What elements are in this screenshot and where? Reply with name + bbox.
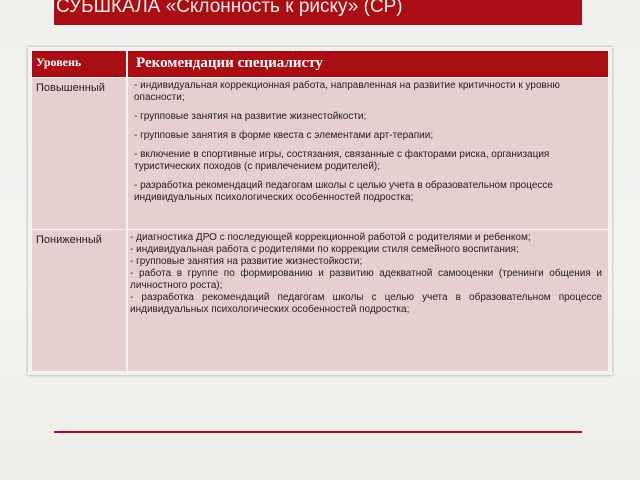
header-recommendations: Рекомендации специалисту bbox=[128, 51, 608, 77]
list-item: - диагностика ДРО с последующей коррекционной работой с родителями и ребенком; bbox=[130, 232, 531, 243]
recommendations-table bbox=[28, 47, 612, 375]
list-item: - групповые занятия на развитие жизнестойкости; bbox=[130, 256, 363, 267]
row-recommendations-decreased bbox=[128, 230, 608, 371]
row-level-decreased: Пониженный bbox=[32, 230, 126, 371]
slide-title: СУБШКАЛА «Склонность к риску» (СР) bbox=[56, 0, 403, 17]
row-level-increased: Повышенный bbox=[32, 78, 126, 229]
list-item: - индивидуальная коррекционная работа, направленная на развитие критичности к уровню опасности; bbox=[134, 80, 560, 103]
row-recommendations-increased bbox=[128, 78, 608, 229]
list-item: - разработка рекомендаций педагогам школы с целью учета в образовательном процессе индивидуальных психологических особенностей подростка; bbox=[130, 292, 602, 315]
header-level: Уровень bbox=[32, 51, 126, 77]
slide-title-bar bbox=[54, 0, 582, 25]
bottom-divider bbox=[54, 431, 582, 433]
list-item: - групповые занятия в форме квеста с элементами арт-терапии; bbox=[134, 130, 434, 141]
list-item: - групповые занятия на развитие жизнестойкости; bbox=[134, 111, 367, 122]
list-item: - включение в спортивные игры, состязания, связанные с факторами риска, организация туристических походов (с привлечением родителей); bbox=[134, 149, 550, 172]
list-item: - индивидуальная работа с родителями по коррекции стиля семейного воспитания; bbox=[130, 244, 519, 255]
list-item: - работа в группе по формированию и развитию адекватной самооценки (тренинги общения и личностного роста); bbox=[130, 268, 602, 291]
list-item: - разработка рекомендаций педагогам школы с целью учета в образовательном процессе индивидуальных психологических особенностей подростка; bbox=[134, 180, 553, 203]
